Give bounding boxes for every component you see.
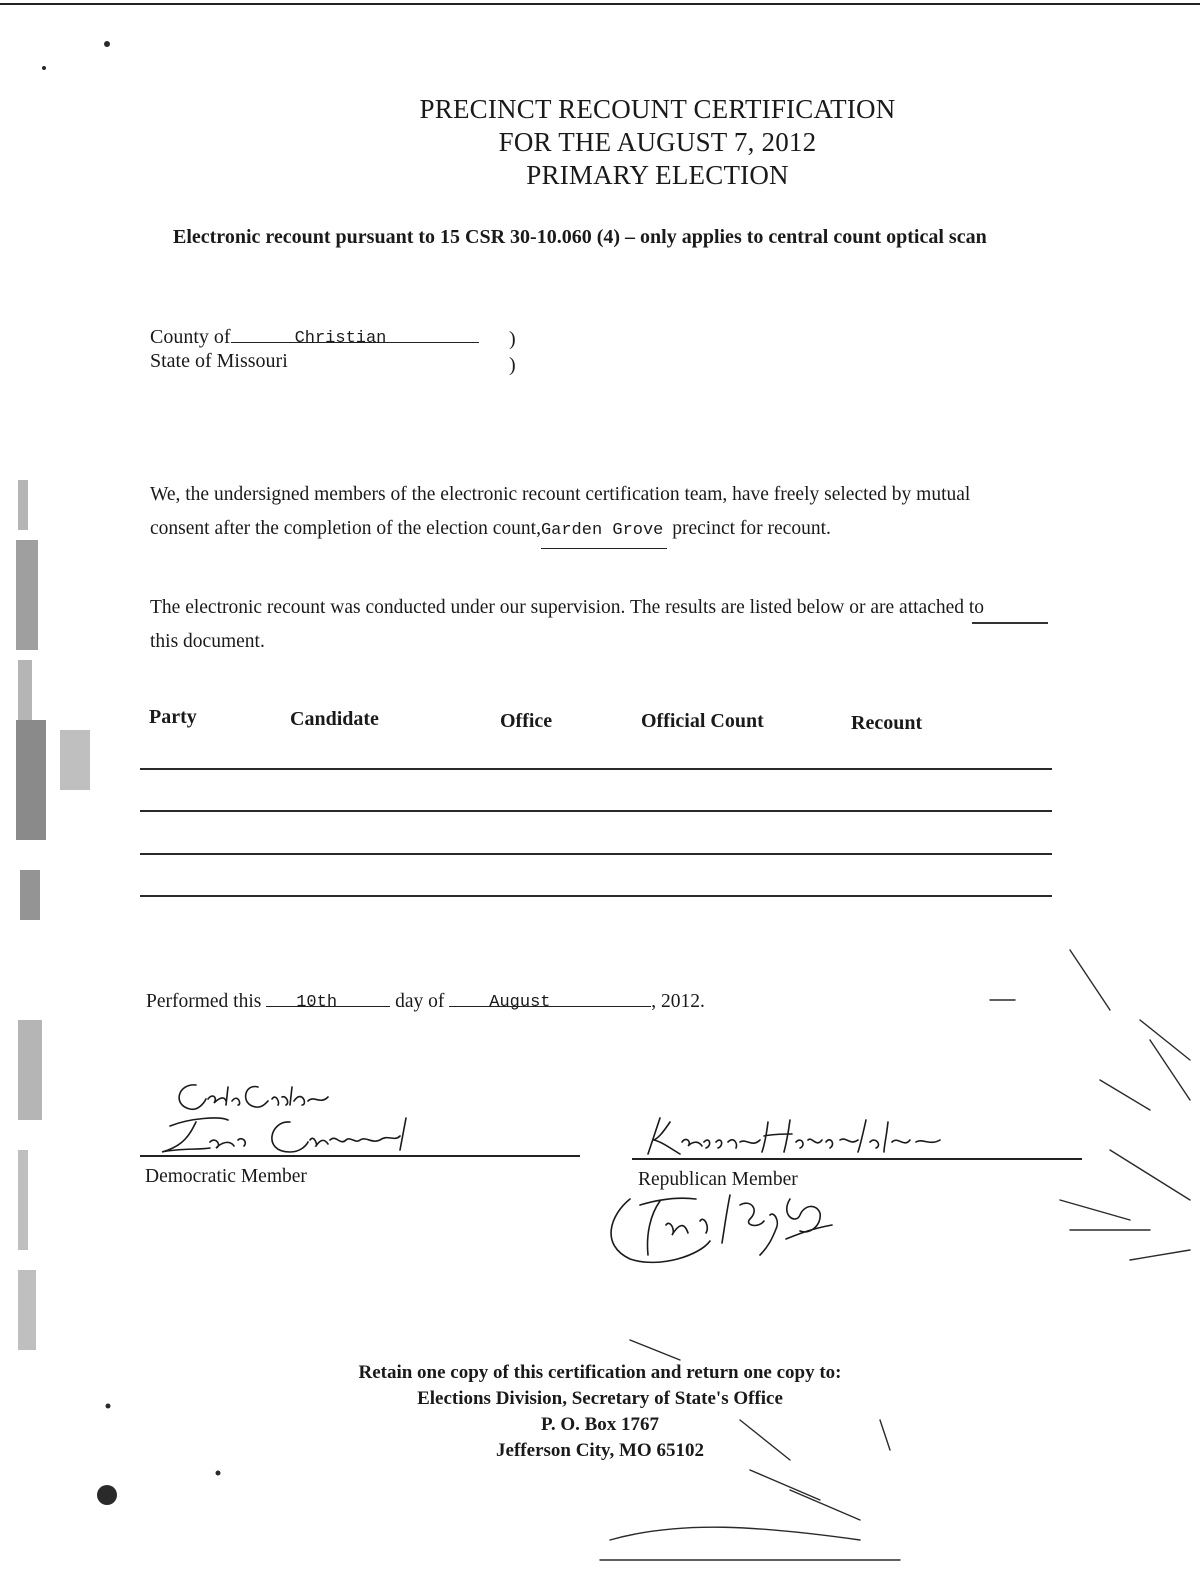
precinct-value: Garden Grove bbox=[541, 514, 667, 549]
performed-middle: day of bbox=[395, 991, 445, 1012]
footer-line-1: Retain one copy of this certification and return one copy to: bbox=[358, 1362, 842, 1383]
performed-suffix: , 2012. bbox=[651, 991, 705, 1012]
day-value: 10th bbox=[296, 993, 338, 1012]
performed-prefix: Performed this bbox=[146, 991, 262, 1012]
county-value: Christian bbox=[294, 329, 387, 348]
title-line-1: PRECINCT RECOUNT CERTIFICATION bbox=[419, 94, 896, 124]
footer-line-4: Jefferson City, MO 65102 bbox=[496, 1440, 704, 1461]
state-label: State of Missouri bbox=[150, 350, 288, 372]
paren-2: ) bbox=[509, 354, 516, 376]
statement-line-1: We, the undersigned members of the electronic recount certification team, have freely selected by mutual bbox=[150, 484, 971, 505]
footer-line-2: Elections Division, Secretary of State's Office bbox=[417, 1388, 783, 1409]
col-office: Office bbox=[500, 710, 553, 732]
footer-line-3: P. O. Box 1767 bbox=[540, 1414, 660, 1435]
col-recount: Recount bbox=[851, 712, 923, 734]
paren-1: ) bbox=[509, 328, 516, 350]
democratic-member-label: Democratic Member bbox=[145, 1166, 307, 1187]
county-label: County of bbox=[150, 326, 231, 348]
statement-line-3: The electronic recount was conducted under our supervision. The results are listed below or are attached to bbox=[150, 597, 985, 618]
month-value: August bbox=[489, 993, 551, 1012]
statement-line-2-post: precinct for recount. bbox=[667, 518, 831, 539]
col-candidate: Candidate bbox=[290, 708, 379, 730]
title-line-3: PRIMARY ELECTION bbox=[526, 160, 789, 190]
statement-line-2-pre: consent after the completion of the election count, bbox=[150, 518, 541, 539]
republican-member-label: Republican Member bbox=[638, 1169, 798, 1190]
col-official-count: Official Count bbox=[641, 710, 764, 732]
statement-line-4: this document. bbox=[150, 631, 265, 652]
col-party: Party bbox=[149, 706, 197, 728]
document-subtitle: Electronic recount pursuant to 15 CSR 30-10.060 (4) – only applies to central count optical scan bbox=[173, 226, 987, 248]
title-line-2: FOR THE AUGUST 7, 2012 bbox=[498, 127, 817, 157]
